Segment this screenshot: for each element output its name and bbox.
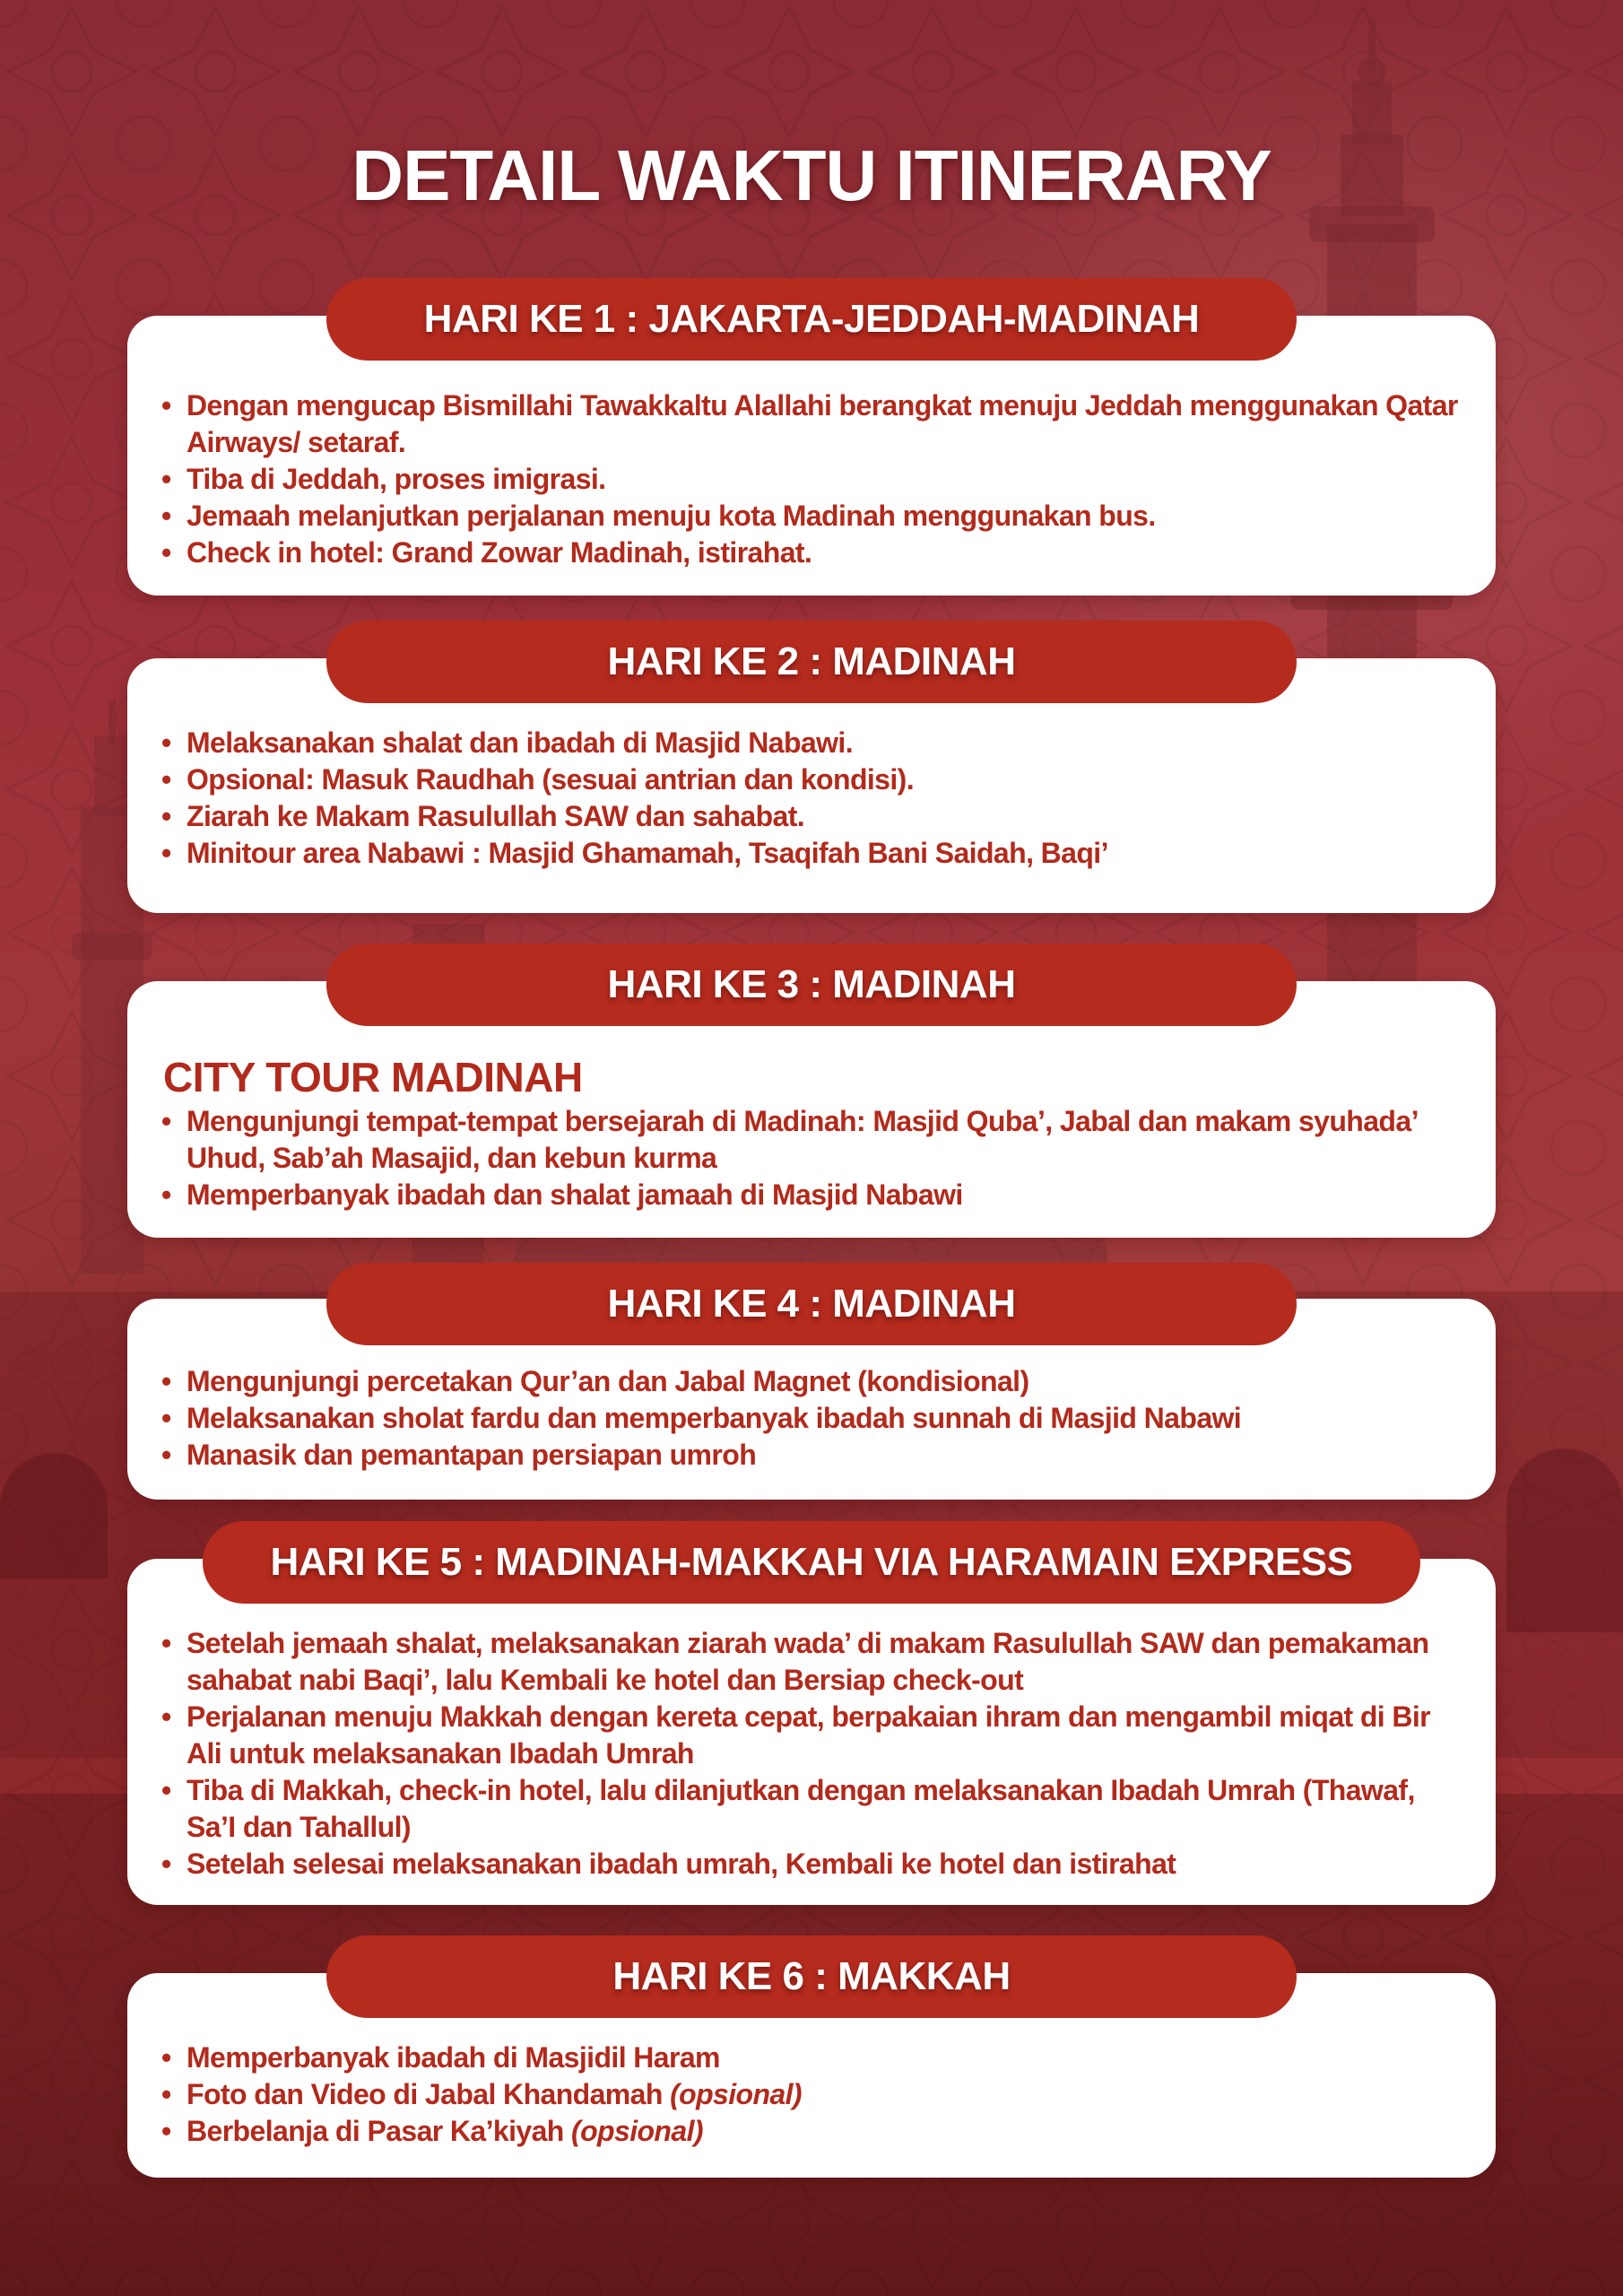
list-item: • Tiba di Jeddah, proses imigrasi. [161,461,1460,498]
day-1-heading: HARI KE 1 : JAKARTA-JEDDAH-MADINAH [326,278,1297,361]
day-2-heading: HARI KE 2 : MADINAH [326,621,1297,703]
list-item: • Check in hotel: Grand Zowar Madinah, istirahat. [161,535,1460,571]
list-item: • Memperbanyak ibadah dan shalat jamaah di Masjid Nabawi [161,1177,1460,1213]
page-title: DETAIL WAKTU ITINERARY [352,135,1271,215]
list-item: • Mengunjungi percetakan Qur’an dan Jabal Magnet (kondisional) [161,1363,1460,1400]
day-3-list [161,1103,1460,1213]
list-item: • Tiba di Makkah, check-in hotel, lalu dilanjutkan dengan melaksanakan Ibadah Umrah (Thawaf, Sa’I dan Tahallul) [161,1772,1460,1846]
list-item: • Mengunjungi tempat-tempat bersejarah di Madinah: Masjid Quba’, Jabal dan makam syuhada’ Uhud, Sab’ah Masajid, dan kebun kurma [161,1103,1460,1177]
item-text: Memperbanyak ibadah di Masjidil Haram [187,2041,720,2074]
item-text: Foto dan Video di Jabal Khandamah [187,2078,671,2110]
day-5-list [161,1625,1460,1883]
list-item: • Manasik dan pemantapan persiapan umroh [161,1437,1460,1474]
list-item [161,2039,1460,2076]
day-2-list [161,725,1460,872]
optional-note: (opsional) [670,2078,802,2110]
day-6-list [161,2039,1460,2150]
list-item: • Minitour area Nabawi : Masjid Ghamamah, Tsaqifah Bani Saidah, Baqi’ [161,835,1460,872]
day-3-heading: HARI KE 3 : MADINAH [326,944,1297,1026]
optional-note: (opsional) [571,2115,703,2147]
item-text: Berbelanja di Pasar Ka’kiyah [187,2115,572,2147]
day-4-heading: HARI KE 4 : MADINAH [326,1263,1297,1345]
day-4-list [161,1363,1460,1474]
list-item: • Jemaah melanjutkan perjalanan menuju kota Madinah menggunakan bus. [161,498,1460,535]
day-5-heading: HARI KE 5 : MADINAH-MAKKAH VIA HARAMAIN EXPRESS [203,1521,1420,1604]
list-item: • Opsional: Masuk Raudhah (sesuai antrian dan kondisi). [161,761,1460,798]
list-item: • Melaksanakan shalat dan ibadah di Masjid Nabawi. [161,725,1460,761]
list-item: • Melaksanakan sholat fardu dan memperbanyak ibadah sunnah di Masjid Nabawi [161,1400,1460,1437]
list-item [161,2076,1460,2113]
list-item [161,2113,1460,2150]
day-5-card [127,1559,1496,1905]
city-tour-heading: CITY TOUR MADINAH [163,1054,583,1100]
list-item: • Dengan mengucap Bismillahi Tawakkaltu Alallahi berangkat menuju Jeddah menggunakan Qatar Airways/ setaraf. [161,387,1460,461]
list-item: • Setelah jemaah shalat, melaksanakan ziarah wada’ di makam Rasulullah SAW dan pemakaman sahabat nabi Baqi’, lalu Kembali ke hotel dan Bersiap check-out [161,1625,1460,1699]
day-1-list [161,387,1460,571]
day-6-heading: HARI KE 6 : MAKKAH [326,1935,1297,2018]
list-item: • Perjalanan menuju Makkah dengan kereta cepat, berpakaian ihram dan mengambil miqat di Bir Ali untuk melaksanakan Ibadah Umrah [161,1699,1460,1772]
list-item: • Ziarah ke Makam Rasulullah SAW dan sahabat. [161,798,1460,835]
list-item: • Setelah selesai melaksanakan ibadah umrah, Kembali ke hotel dan istirahat [161,1846,1460,1883]
